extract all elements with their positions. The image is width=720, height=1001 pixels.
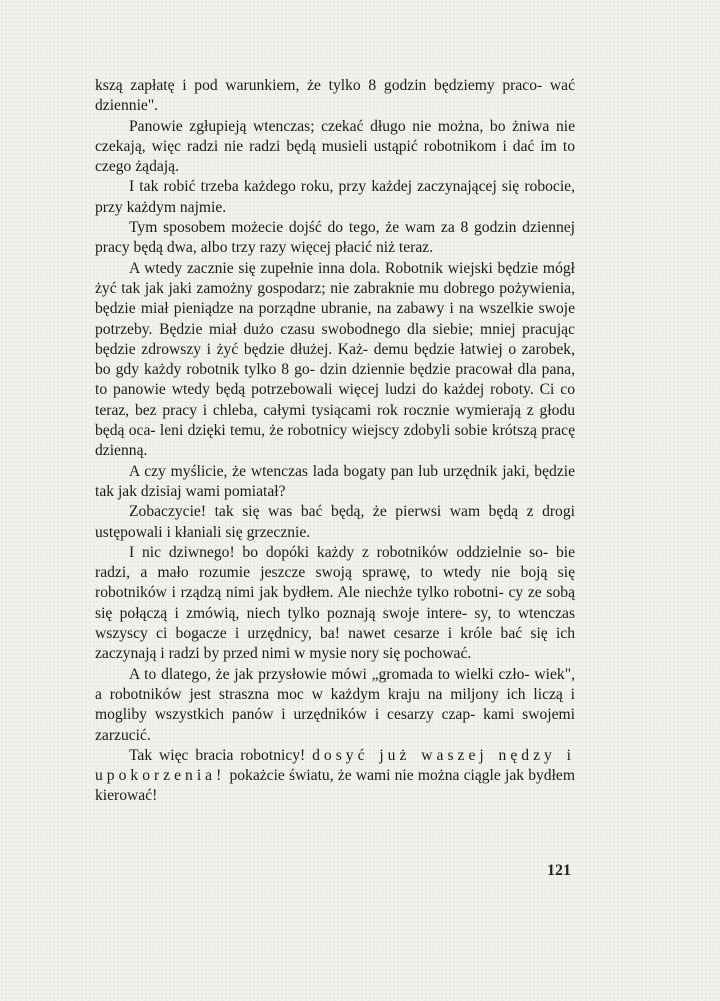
page-number: 121 [547,862,571,879]
paragraph: I nic dziwnego! bo dopóki każdy z robotników oddzielnie so- bie radzi, a mało rozumie jeszcze swoją sprawę, to wtedy nie boją się robotników i rządzą nimi jak bydłem. Ale niechże tylko robotni- cy ze sobą się połączą i zmówią, niech tylko poznają swoje intere- sy, to wtenczas wszyscy ci bogacze i urzędnicy, ba! nawet cesarze i króle bać się ich zaczynają i radzi by przed nimi w mysie nory się pochować. [95,543,575,663]
paragraph: Panowie zgłupieją wtenczas; czekać długo nie można, bo żniwa nie czekają, więc radzi nie radzi będą musieli ustąpić robotnikom i dać im to czego żądają. [95,117,575,176]
closing-paragraph [95,746,575,807]
paragraph: kszą zapłatę i pod warunkiem, że tylko 8 godzin będziemy praco- wać dziennie". [95,77,575,115]
closing-emphasis: dosyć już waszej nędzy i upokorzenia! [95,746,575,785]
paragraph: I tak robić trzeba każdego roku, przy każdej zaczynającej się robocie, przy każdym najmie. [95,178,575,216]
body-text [95,76,575,807]
paragraph: A to dlatego, że jak przysłowie mówi „gromada to wielki czło- wiek", a robotników jest straszna moc w każdym kraju na miljony ich liczą i mogliby wszystkich panów i urzędników i cesarzy czap- kami swojemi zarzucić. [95,665,575,744]
closing-lead: Tak więc bracia robotnicy! [129,746,306,764]
paragraph: A wtedy zacznie się zupełnie inna dola. Robotnik wiejski będzie mógł żyć tak jak jaki zamożny gospodarz; nie zabraknie mu dobrego pożywienia, będzie miał pieniądze na porządne ubranie, na zabawy i na wszelkie swoje potrzeby. Będzie miał dużo czasu swobodnego dla siebie; mniej pracując będzie zdrowszy i żyć będzie dłużej. Każ- demu będzie łatwiej o zarobek, bo gdy każdy robotnik tylko 8 go- dzin dziennie będzie pracował dla pana, to panowie wtedy będą potrzebowali więcej ludzi do każdej roboty. Ci co teraz, bez pracy i chleba, całymi tysiącami rok rocznie wymierają z głodu będą oca- leni dzięki temu, że robotnicy wiejscy zdobyli sobie krótszą pracę dzienną. [95,259,575,460]
closing-tail: pokażcie światu, że wami nie można ciągle jak bydłem kierować! [95,767,575,805]
paragraph: A czy myślicie, że wtenczas lada bogaty pan lub urzędnik jaki, będzie tak jak dzisiaj wami pomiatał? [95,462,575,500]
paragraph: Tym sposobem możecie dojść do tego, że wam za 8 godzin dziennej pracy będą dwa, albo trzy razy więcej płacić niż teraz. [95,219,575,257]
paragraph: Zobaczycie! tak się was bać będą, że pierwsi wam będą z drogi ustępowali i kłaniali się grzecznie. [95,503,575,541]
